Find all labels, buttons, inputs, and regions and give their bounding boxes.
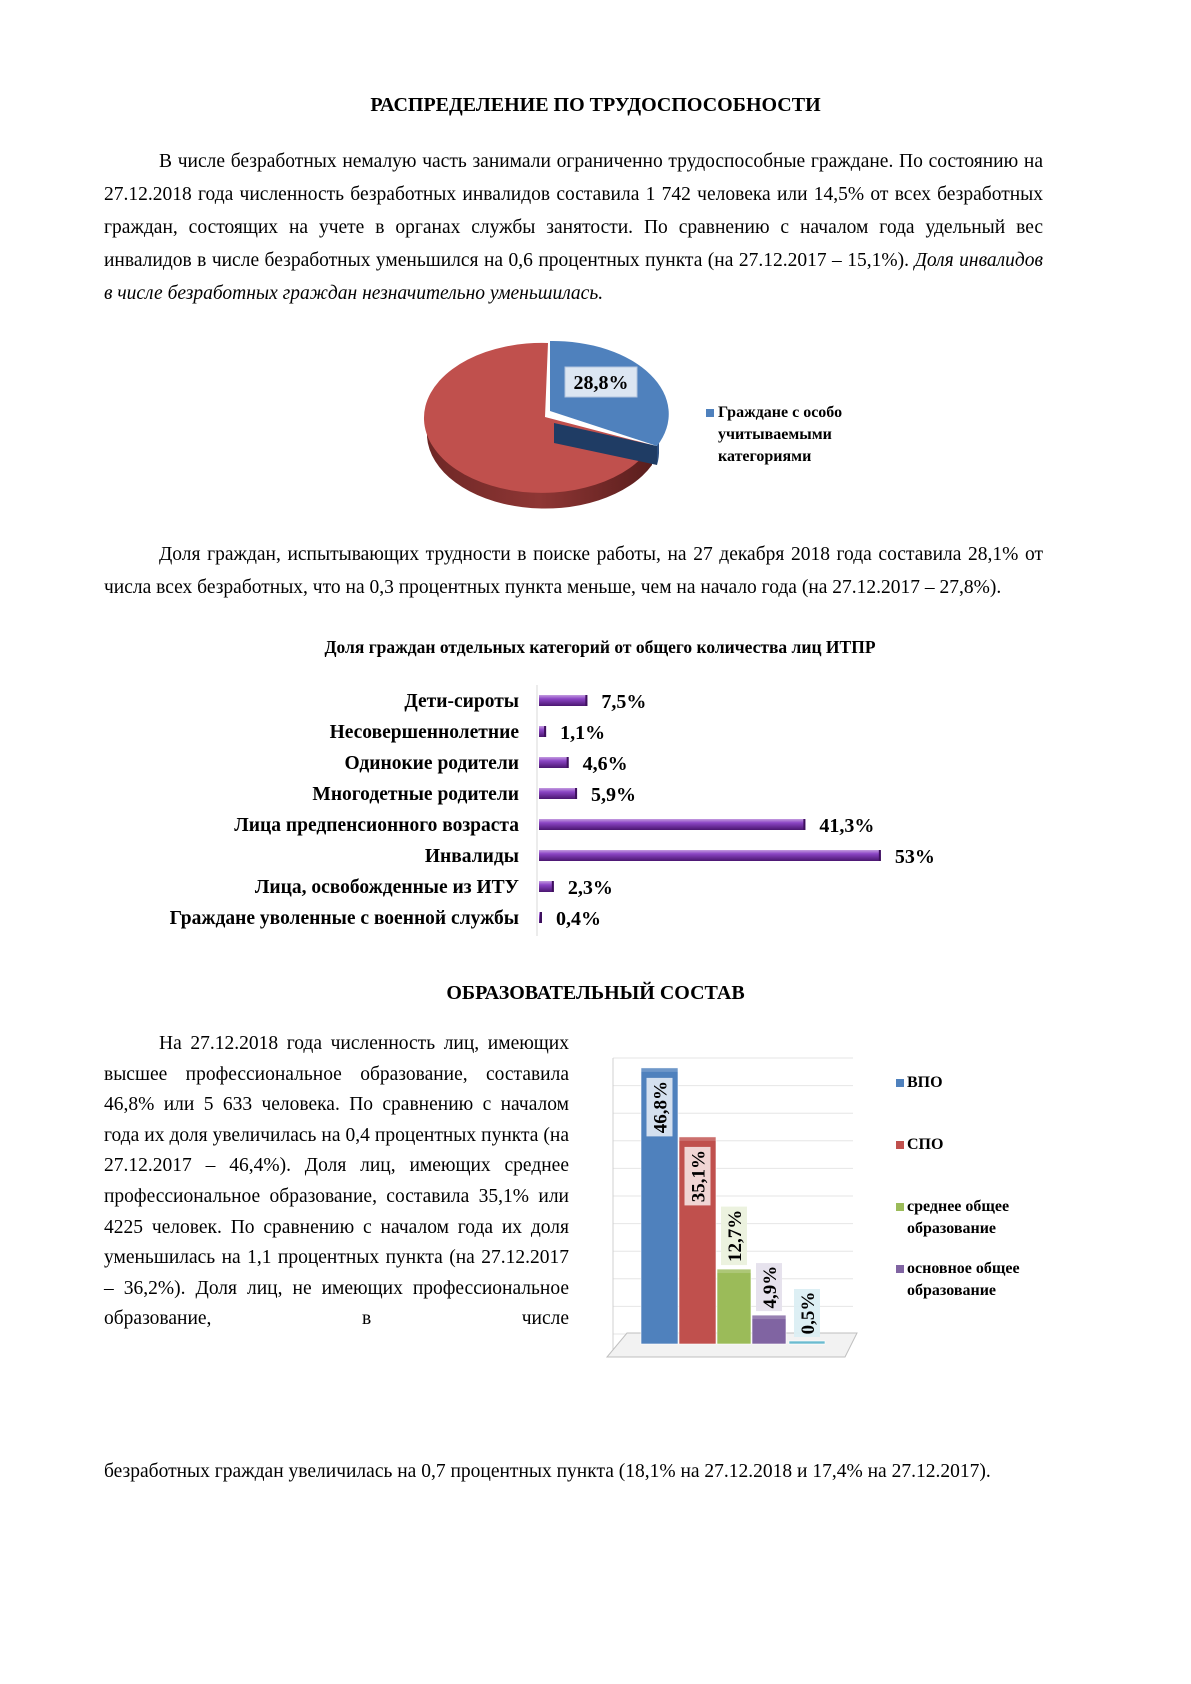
hbar-bar <box>539 757 569 768</box>
section-title-workability: РАСПРЕДЕЛЕНИЕ ПО ТРУДОСПОСОБНОСТИ <box>370 94 821 116</box>
hbar-category-label: Дети-сироты <box>404 691 519 712</box>
col-legend-swatch <box>896 1141 904 1149</box>
paragraph-education-full-text: безработных граждан увеличилась на 0,7 процентных пункта (18,1% на 27.12.2018 и 17,4% на 27.12.2017). <box>104 1461 991 1482</box>
hbar-value-label: 7,5% <box>601 691 647 713</box>
col-bar-highlight <box>752 1315 786 1319</box>
paragraph-workability <box>104 145 1043 310</box>
col-bar-highlight <box>789 1341 825 1345</box>
col-value-label: 46,8% <box>650 1081 672 1134</box>
col-value-label: 0,5% <box>798 1291 819 1335</box>
col-bar-highlight <box>641 1068 678 1072</box>
hbar-bar-end <box>803 819 805 830</box>
col-bar <box>717 1269 751 1344</box>
paragraph-workability-italic: Доля инвалидов в числе безработных граждан незначительно уменьшилась. <box>104 250 1044 304</box>
col-legend-swatch <box>896 1203 904 1211</box>
paragraph-workability-text: В числе безработных немалую часть занимали ограниченно трудоспособные граждане. По состоянию на 27.12.2018 года численность безработных инвалидов составила 1 742 человека или 14,5% от всех безработных граждан, состоящих на учете в органах службы занятости. По сравнению с началом года удельный вес инвалидов в числе безработных уменьшился на 0,6 процентных пункта (на 27.12.2017 – 15,1%). <box>104 151 1043 271</box>
col-bar <box>752 1315 786 1344</box>
section-title-education: ОБРАЗОВАТЕЛЬНЫЙ СОСТАВ <box>446 982 745 1004</box>
hbar-bar <box>539 695 587 706</box>
hbar-bar-end <box>879 850 881 861</box>
hbar-bar <box>539 850 881 861</box>
hbar-bar <box>539 788 577 799</box>
hbar-value-label: 4,6% <box>582 753 628 775</box>
hbar-value-label: 5,9% <box>591 784 637 806</box>
hbar-category-label: Несовершеннолетние <box>329 722 519 743</box>
col-legend-label: ВПО <box>907 1074 943 1091</box>
col-value-label: 35,1% <box>688 1150 710 1203</box>
hbar-value-label: 53% <box>894 846 935 868</box>
hbar-category-label: Одинокие родители <box>344 753 519 774</box>
hbar-title: Доля граждан отдельных категорий от общего количества лиц ИТПР <box>324 637 876 657</box>
col-legend-label: основное общее образование <box>907 1260 1020 1299</box>
col-legend-label: СПО <box>907 1136 944 1153</box>
pie-chart <box>415 335 675 515</box>
hbar-value-label: 41,3% <box>819 815 875 837</box>
pie-data-label: 28,8% <box>573 372 629 394</box>
hbar-bar-end <box>540 912 542 923</box>
hbar-category-label: Лица, освобожденные из ИТУ <box>254 877 519 898</box>
col-value-label: 4,9% <box>760 1265 781 1309</box>
hbar-bar-end <box>567 757 569 768</box>
hbar-bar-end <box>552 881 554 892</box>
col-legend-swatch <box>896 1265 904 1273</box>
hbar-value-label: 0,4% <box>556 908 601 930</box>
hbar-value-label: 2,3% <box>567 877 613 899</box>
col-value-label: 12,7% <box>725 1209 746 1262</box>
paragraph-difficulty-text: Доля граждан, испытывающих трудности в поиске работы, на 27 декабря 2018 года составила 28,1% от числа всех безработных, что на 0,3 процентных пункта меньше, чем на начало года (на 27.12.2017 – 27,8%). <box>104 544 1043 598</box>
hbar-bar-end <box>575 788 577 799</box>
hbar-category-label: Многодетные родители <box>312 784 519 805</box>
hbar-bar-end <box>544 726 546 737</box>
hbar-bar-end <box>585 695 587 706</box>
hbar-category-label: Граждане уволенные с военной службы <box>169 908 519 929</box>
col-legend-swatch <box>896 1079 904 1087</box>
hbar-value-label: 1,1% <box>560 722 606 744</box>
col-bar-highlight <box>679 1137 716 1141</box>
col-legend-label: среднее общее образование <box>907 1198 1010 1237</box>
pie-legend-swatch <box>706 409 714 417</box>
pie-legend-label: Граждане с особо учитываемыми категориями <box>718 404 843 465</box>
col-bar-highlight <box>717 1269 751 1273</box>
hbar-chart <box>100 680 980 945</box>
hbar-bar <box>539 881 554 892</box>
paragraph-difficulty <box>104 538 1043 604</box>
paragraph-education-left-text: На 27.12.2018 года численность лиц, имеющих высшее профессиональное образование, составила 46,8% или 5 633 человека. По сравнению с началом года их доля увеличилась на 0,4 процентных пункта (на 27.12.2017 – 46,4%). Доля лиц, имеющих среднее профессиональное образование, составила 35,1% или 4225 человек. По сравнению с началом года их доля уменьшилась на 1,1 процентных пункта (на 27.12.2017 – 36,2%). Доля лиц, не имеющих профессиональное образование, в числе <box>104 1033 569 1330</box>
paragraph-education-full <box>104 1457 1043 1488</box>
education-column-chart <box>605 1035 870 1370</box>
paragraph-education-left <box>104 1029 569 1335</box>
hbar-category-label: Лица предпенсионного возраста <box>234 815 519 836</box>
hbar-bar <box>539 819 805 830</box>
hbar-category-label: Инвалиды <box>424 846 519 867</box>
